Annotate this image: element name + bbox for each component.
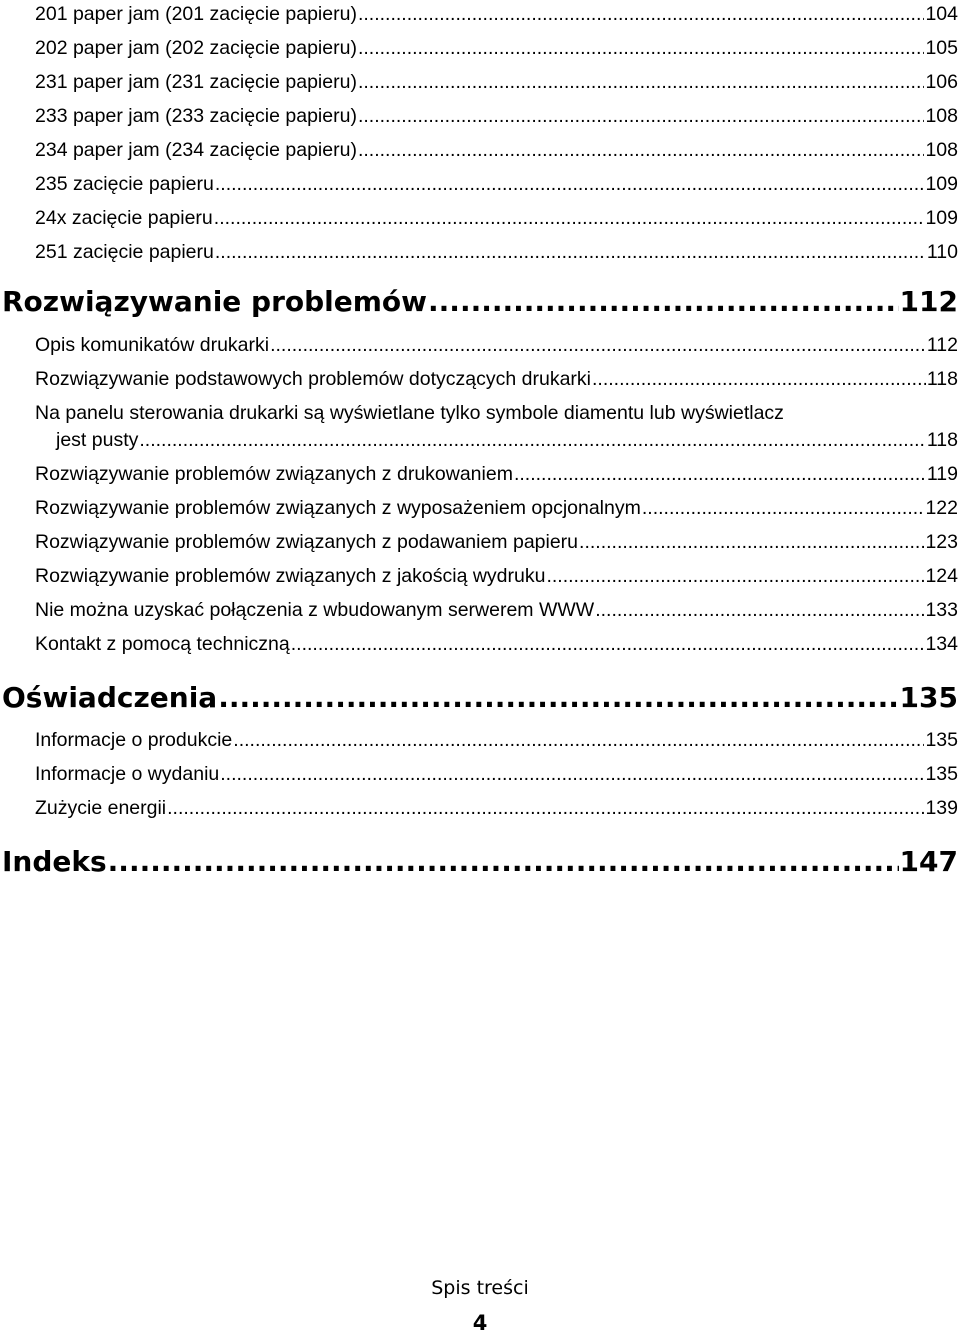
toc-leader <box>291 632 925 656</box>
toc-leader <box>358 104 925 128</box>
toc-entry-page: 135 <box>925 729 958 751</box>
toc-entry-page: 119 <box>926 463 958 485</box>
toc-entry[interactable] <box>35 138 958 162</box>
toc-entry[interactable] <box>35 2 958 26</box>
toc-entry-title: Opis komunikatów drukarki <box>35 334 270 356</box>
toc-entry[interactable] <box>35 240 958 264</box>
toc-entry-page: 108 <box>925 139 958 161</box>
toc-entry-page: 134 <box>925 633 958 655</box>
toc-entry[interactable] <box>35 70 958 94</box>
toc-leader <box>595 598 924 622</box>
toc-leader <box>358 138 925 162</box>
toc-leader <box>218 681 898 715</box>
toc-leader <box>358 2 925 26</box>
toc-entry-page: 109 <box>925 173 958 195</box>
toc-leader <box>167 796 924 820</box>
toc-entry-page: 118 <box>926 429 958 451</box>
toc-chapter-title: Indeks <box>2 845 107 878</box>
toc-entry-title: 24x zacięcie papieru <box>35 207 213 229</box>
toc-leader <box>514 462 926 486</box>
footer-section-label: Spis treści <box>431 1277 529 1299</box>
toc-entry-page: 135 <box>925 763 958 785</box>
toc-entry-title: 201 paper jam (201 zacięcie papieru) <box>35 3 357 25</box>
toc-leader <box>233 728 924 752</box>
toc-entry[interactable] <box>35 796 958 820</box>
toc-leader <box>214 206 925 230</box>
toc-leader <box>358 70 925 94</box>
toc-entry[interactable] <box>35 530 958 554</box>
toc-entry-title: Rozwiązywanie problemów związanych z drukowaniem <box>35 463 513 485</box>
toc-entry-title: 235 zacięcie papieru <box>35 173 214 195</box>
toc-entry-title: Informacje o wydaniu <box>35 763 220 785</box>
toc-entry[interactable] <box>56 428 958 452</box>
toc-entry[interactable] <box>35 762 958 786</box>
toc-entry-page: 118 <box>926 368 958 390</box>
toc-leader <box>215 240 926 264</box>
toc-leader <box>108 845 899 879</box>
toc-entry-title: 234 paper jam (234 zacięcie papieru) <box>35 139 357 161</box>
toc-chapter-page: 147 <box>899 845 958 878</box>
toc-entry-page: 112 <box>926 334 958 356</box>
toc-entry-title: Rozwiązywanie problemów związanych z podawaniem papieru <box>35 531 579 553</box>
toc-chapter-troubleshooting[interactable] <box>2 285 958 319</box>
toc-entry-page: 139 <box>925 797 958 819</box>
toc-leader <box>139 428 926 452</box>
toc-entry-title: Informacje o produkcie <box>35 729 233 751</box>
toc-entry[interactable] <box>35 462 958 486</box>
toc-entry[interactable] <box>35 333 958 357</box>
toc-entry[interactable] <box>35 598 958 622</box>
toc-entry-page: 122 <box>925 497 958 519</box>
toc-entry[interactable] <box>35 206 958 230</box>
toc-chapter-index[interactable] <box>2 845 958 879</box>
toc-entry-title: Rozwiązywanie podstawowych problemów dotyczących drukarki <box>35 368 591 390</box>
toc-entry-page: 124 <box>925 565 958 587</box>
toc-entry[interactable] <box>35 36 958 60</box>
toc-leader <box>358 36 925 60</box>
toc-chapter-page: 112 <box>899 285 958 318</box>
toc-chapter-page: 135 <box>899 681 958 714</box>
toc-leader <box>270 333 926 357</box>
toc-chapter-title: Rozwiązywanie problemów <box>2 285 428 318</box>
toc-leader <box>215 172 925 196</box>
toc-entry-title-line1[interactable]: Na panelu sterowania drukarki są wyświetlane tylko symbole diamentu lub wyświetlacz <box>35 402 784 424</box>
toc-entry-page: 123 <box>925 531 958 553</box>
toc-entry-title: 231 paper jam (231 zacięcie papieru) <box>35 71 357 93</box>
toc-entry-title: Rozwiązywanie problemów związanych z wyposażeniem opcjonalnym <box>35 497 641 519</box>
toc-leader <box>579 530 924 554</box>
toc-leader <box>428 285 899 319</box>
toc-entry-title: Rozwiązywanie problemów związanych z jakością wydruku <box>35 565 546 587</box>
toc-leader <box>642 496 925 520</box>
toc-entry-page: 105 <box>925 37 958 59</box>
toc-entry[interactable] <box>35 496 958 520</box>
toc-entry-page: 104 <box>925 3 958 25</box>
toc-entry-title: 233 paper jam (233 zacięcie papieru) <box>35 105 357 127</box>
toc-entry-title: 202 paper jam (202 zacięcie papieru) <box>35 37 357 59</box>
toc-entry[interactable] <box>35 728 958 752</box>
toc-entry-page: 110 <box>926 241 958 263</box>
footer-page-number: 4 <box>472 1311 488 1335</box>
toc-entry[interactable] <box>35 104 958 128</box>
toc-entry[interactable] <box>35 172 958 196</box>
toc-entry-title: 251 zacięcie papieru <box>35 241 214 263</box>
toc-leader <box>592 367 926 391</box>
toc-entry-title: Kontakt z pomocą techniczną <box>35 633 290 655</box>
toc-entry-page: 106 <box>925 71 958 93</box>
toc-entry-page: 133 <box>925 599 958 621</box>
toc-chapter-title: Oświadczenia <box>2 681 218 714</box>
toc-entry-title: Zużycie energii <box>35 797 167 819</box>
toc-entry[interactable] <box>35 367 958 391</box>
toc-leader <box>546 564 924 588</box>
toc-chapter-notices[interactable] <box>2 681 958 715</box>
toc-entry-title-continuation: jest pusty <box>56 429 139 451</box>
toc-entry-page: 108 <box>925 105 958 127</box>
toc-entry-title: Nie można uzyskać połączenia z wbudowanym serwerem WWW <box>35 599 595 621</box>
toc-leader <box>220 762 924 786</box>
toc-entry[interactable] <box>35 632 958 656</box>
toc-entry[interactable] <box>35 564 958 588</box>
toc-entry-page: 109 <box>925 207 958 229</box>
